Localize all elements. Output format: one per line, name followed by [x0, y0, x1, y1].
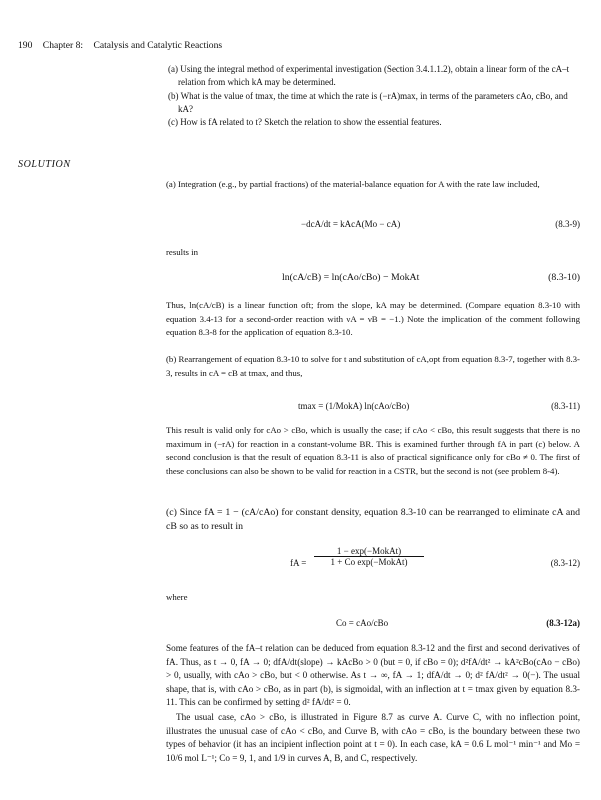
page-header	[18, 40, 222, 51]
fraction-denominator: 1 + Co exp(−MokAt)	[330, 557, 408, 567]
part-b-discussion: This result is valid only for cAo > cBo, which is usually the case; if cAo < cBo, this result suggests that there is no maximum in (−rA) for reaction in a constant-volume BR. This is examined further through fA in part (c) below. A second conclusion is that the result of equation 8.3-11 is also of practical significance only for cBo ≠ 0. The first of these conclusions can also be shown to be valid for reaction in a CSTR, but the second is not (see problem 8-4).	[166, 425, 580, 476]
question-a: (a) Using the integral method of experimental investigation (Section 3.4.1.1.2), obtain a linear form of the cA–t relation from which kA may be determined.	[168, 64, 570, 88]
equation-8-3-10	[166, 272, 580, 286]
equation-expression: −dcA/dt = kAcA(Mo − cA)	[301, 219, 401, 229]
equation-number: (8.3-9)	[555, 219, 580, 229]
question-c: (c) How is fA related to t? Sketch the relation to show the essential features.	[168, 117, 442, 128]
equation-number: (8.3-12)	[550, 558, 580, 568]
equation-expression: tmax = (1/MokA) ln(cAo/cBo)	[298, 401, 410, 411]
results-in-text: results in	[166, 247, 199, 257]
solution-heading: SOLUTION	[18, 159, 71, 170]
page-number: 190	[18, 40, 33, 51]
part-b-text: (b) Rearrangement of equation 8.3-10 to solve for t and substitution of cA,opt from equation 8.3-7, together with 8.3-3, results in cA = cB at tmax, and thus,	[166, 354, 580, 378]
chapter-label: Chapter 8:	[42, 40, 84, 51]
equation-number: (8.3-11)	[551, 401, 580, 411]
equation-number: (8.3-12a)	[546, 618, 580, 628]
equation-8-3-9	[166, 219, 580, 233]
equation-number: (8.3-10)	[548, 272, 580, 283]
part-a-intro: (a) Integration (e.g., by partial fractions) of the material-balance equation for A with the rate law included,	[166, 179, 540, 189]
equation-8-3-11	[166, 401, 580, 415]
question-b: (b) What is the value of tmax, the time at which the rate is (−rA)max, in terms of the parameters cAo, cBo, and kA?	[168, 90, 568, 114]
equation-expression: ln(cA/cB) = ln(cAo/cBo) − MokAt	[282, 272, 420, 283]
part-c-text: (c) Since fA = 1 − (cA/cAo) for constant density, equation 8.3-10 can be rearranged to eliminate cA and cB so as to result in	[166, 507, 580, 532]
part-c-features: Some features of the fA–t relation can be deduced from equation 8.3-12 and the first and second derivatives of fA. Thus, as t → 0, fA → 0; dfA/dt(slope) → kAcBo > 0 (but = 0, if cBo = 0); d²fA/dt² → kA²cBo(cAo − cBo) > 0, usually, with cAo > cBo, but < 0 otherwise. As t → ∞, fA → 1; dfA/dt → 0; d² fA/dt² → 0(−). The usual shape, that is, with cAo > cBo, as in part (b), is sigmoidal, with an inflection at t = tmax given by equation 8.3-11. This can be confirmed by setting d² fA/dt² = 0.	[166, 643, 580, 708]
equation-8-3-12a	[166, 618, 580, 632]
equation-lhs: fA =	[290, 558, 307, 568]
fraction	[314, 546, 424, 567]
question-list	[168, 63, 578, 129]
part-c-figure-discussion: The usual case, cAo > cBo, is illustrated in Figure 8.7 as curve A. Curve C, with no inflection point, illustrates the unusual case of cAo < cBo, and Curve B, with cAo = cBo, is the boundary between these two types of behavior (it has an incipient inflection point at t = 0). In each case, kA = 0.6 L mol⁻¹ min⁻¹ and Mo = 10/6 mol L⁻¹; Co = 9, 1, and 1/9 in curves A, B, and C, respectively.	[166, 712, 580, 763]
part-a-discussion: Thus, ln(cA/cB) is a linear function oft; from the slope, kA may be determined. (Compare equation 8.3-10 with equation 3.4-13 for a second-order reaction with νA = νB = −1.) Note the implication of the comment following equation 8.3-8 for the application of equation 8.3-10.	[166, 300, 580, 337]
equation-8-3-12	[166, 546, 580, 586]
equation-expression: Co = cAo/cBo	[336, 618, 389, 628]
chapter-title: Catalysis and Catalytic Reactions	[93, 40, 223, 51]
where-text: where	[166, 592, 188, 602]
fraction-numerator: 1 − exp(−MokAt)	[314, 546, 424, 557]
